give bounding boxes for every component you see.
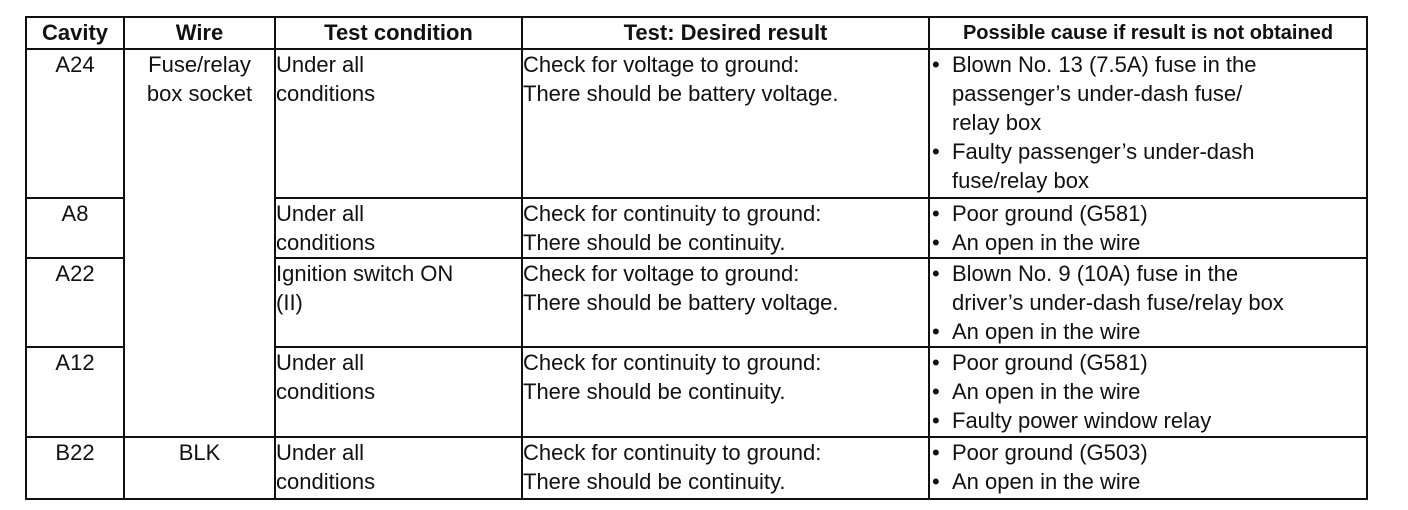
cavity-cell bbox=[26, 347, 124, 437]
result-line: Check for continuity to ground: bbox=[523, 350, 822, 375]
cause-line: • Poor ground (G581) bbox=[952, 350, 1148, 375]
cause-item bbox=[930, 438, 1366, 467]
cause-line: relay box bbox=[952, 110, 1042, 135]
cause-line: fuse/relay box bbox=[952, 168, 1089, 193]
result-line: There should be battery voltage. bbox=[523, 81, 839, 106]
condition-cell bbox=[275, 347, 522, 437]
cause-line: • An open in the wire bbox=[952, 230, 1141, 255]
condition-line: conditions bbox=[276, 230, 376, 255]
cause-item bbox=[930, 137, 1366, 195]
result-line: Check for voltage to ground: bbox=[523, 261, 800, 286]
cause-cell bbox=[929, 258, 1367, 347]
cause-list bbox=[930, 348, 1366, 435]
wire-cell bbox=[124, 49, 275, 437]
header-wire: Wire bbox=[124, 17, 275, 49]
condition-line: Under all bbox=[276, 350, 365, 375]
cause-item bbox=[930, 199, 1366, 228]
cause-line: • Blown No. 9 (10A) fuse in the bbox=[952, 261, 1239, 286]
cause-list bbox=[930, 199, 1366, 257]
cause-line: passenger’s under-dash fuse/ bbox=[952, 81, 1243, 106]
cause-line: • Poor ground (G503) bbox=[952, 440, 1148, 465]
condition-cell bbox=[275, 198, 522, 258]
table-row bbox=[26, 49, 1367, 198]
cavity-value: A12 bbox=[55, 350, 95, 375]
cause-item bbox=[930, 377, 1366, 406]
result-line: There should be battery voltage. bbox=[523, 290, 839, 315]
condition-line: Under all bbox=[276, 52, 365, 77]
cavity-cell bbox=[26, 49, 124, 198]
cavity-value: A24 bbox=[55, 52, 95, 77]
condition-cell bbox=[275, 49, 522, 198]
cause-item bbox=[930, 228, 1366, 257]
cavity-cell bbox=[26, 198, 124, 258]
cavity-value: A22 bbox=[55, 261, 95, 286]
cavity-cell bbox=[26, 258, 124, 347]
condition-line: Under all bbox=[276, 440, 365, 465]
result-cell bbox=[522, 347, 929, 437]
cause-list bbox=[930, 50, 1366, 195]
condition-line: (II) bbox=[276, 290, 303, 315]
result-line: There should be continuity. bbox=[523, 469, 786, 494]
wire-line: BLK bbox=[178, 440, 221, 465]
result-line: There should be continuity. bbox=[523, 379, 786, 404]
cause-line: • An open in the wire bbox=[952, 379, 1141, 404]
header-desired-result: Test: Desired result bbox=[522, 17, 929, 49]
cause-line: • Faulty passenger’s under-dash bbox=[952, 139, 1255, 164]
cause-cell bbox=[929, 198, 1367, 258]
cause-item bbox=[930, 50, 1366, 137]
cavity-cell bbox=[26, 437, 124, 499]
cavity-value: A8 bbox=[61, 201, 89, 226]
wire-line: Fuse/relay bbox=[148, 52, 251, 77]
condition-line: Under all bbox=[276, 201, 365, 226]
wire-line: box socket bbox=[146, 81, 253, 106]
condition-line: Ignition switch ON bbox=[276, 261, 454, 286]
header-test-condition: Test condition bbox=[275, 17, 522, 49]
condition-line: conditions bbox=[276, 379, 376, 404]
cause-item bbox=[930, 259, 1366, 317]
diagnostic-table bbox=[25, 16, 1368, 500]
result-cell bbox=[522, 258, 929, 347]
cause-cell bbox=[929, 347, 1367, 437]
condition-line: conditions bbox=[276, 469, 376, 494]
cause-item bbox=[930, 317, 1366, 346]
condition-cell bbox=[275, 437, 522, 499]
header-possible-cause: Possible cause if result is not obtained bbox=[929, 17, 1367, 49]
result-cell bbox=[522, 437, 929, 499]
header-cavity: Cavity bbox=[26, 17, 124, 49]
cause-item bbox=[930, 406, 1366, 435]
result-line: There should be continuity. bbox=[523, 230, 786, 255]
result-line: Check for continuity to ground: bbox=[523, 201, 822, 226]
cause-item bbox=[930, 467, 1366, 496]
cause-line: • Poor ground (G581) bbox=[952, 201, 1148, 226]
cause-line: • Faulty power window relay bbox=[952, 408, 1212, 433]
result-line: Check for voltage to ground: bbox=[523, 52, 800, 77]
cause-line: driver’s under-dash fuse/relay box bbox=[952, 290, 1284, 315]
cause-cell bbox=[929, 437, 1367, 499]
cause-line: • An open in the wire bbox=[952, 469, 1141, 494]
cause-line: • An open in the wire bbox=[952, 319, 1141, 344]
header-row bbox=[26, 17, 1367, 49]
condition-line: conditions bbox=[276, 81, 376, 106]
wire-cell bbox=[124, 437, 275, 499]
result-line: Check for continuity to ground: bbox=[523, 440, 822, 465]
cause-list bbox=[930, 438, 1366, 496]
cause-cell bbox=[929, 49, 1367, 198]
result-cell bbox=[522, 49, 929, 198]
result-cell bbox=[522, 198, 929, 258]
cause-item bbox=[930, 348, 1366, 377]
cause-line: • Blown No. 13 (7.5A) fuse in the bbox=[952, 52, 1257, 77]
condition-cell bbox=[275, 258, 522, 347]
cause-list bbox=[930, 259, 1366, 346]
table-row bbox=[26, 437, 1367, 499]
cavity-value: B22 bbox=[55, 440, 95, 465]
